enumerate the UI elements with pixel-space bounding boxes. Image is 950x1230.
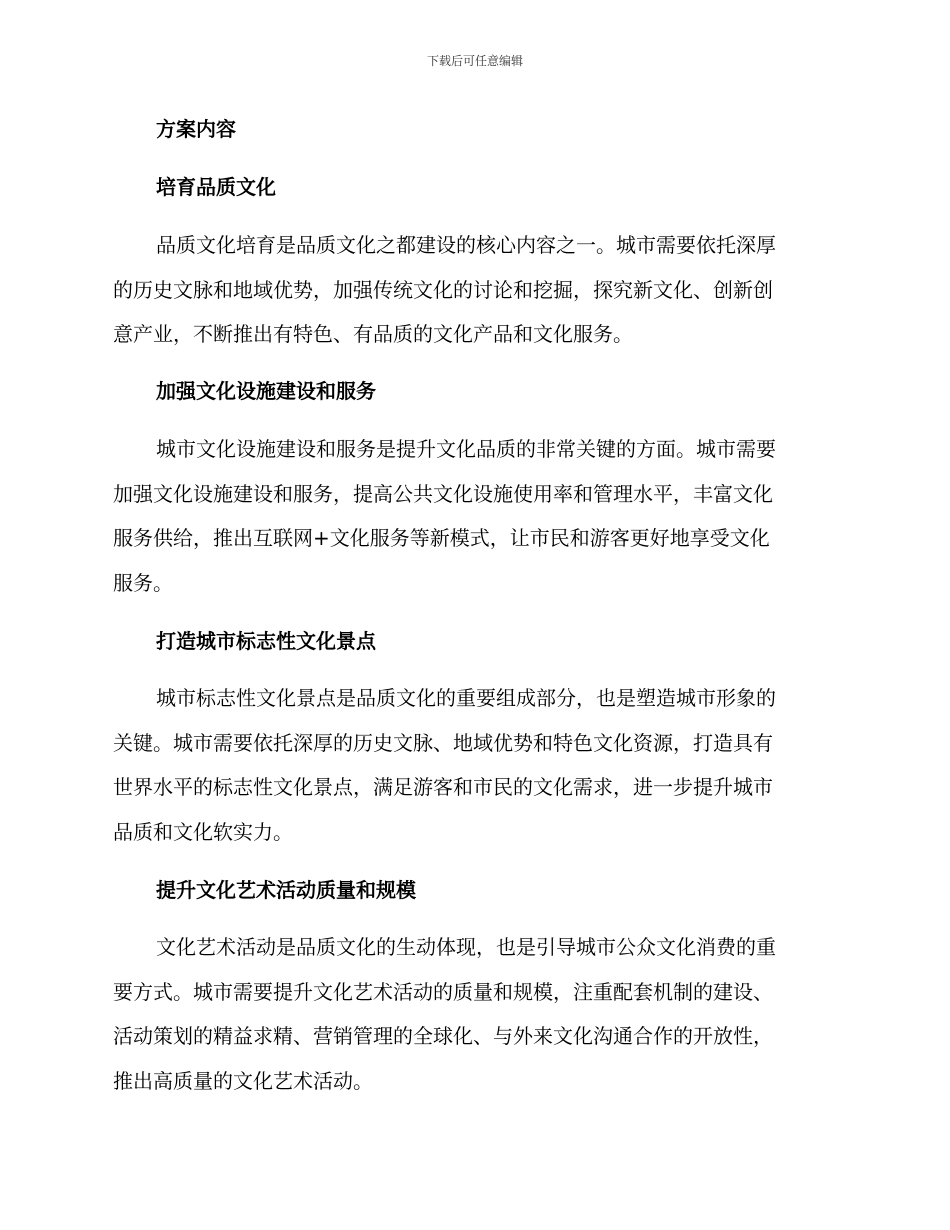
page-header: 下载后可任意编辑	[426, 54, 523, 68]
paragraph-line: 品质文化培育是品质文化之都建设的核心内容之一。城市需要依托深厚	[156, 233, 776, 257]
paragraph-line: 意产业，不断推出有特色、有品质的文化产品和文化服务。	[113, 322, 633, 346]
paragraph-line: 文化艺术活动是品质文化的生动体现，也是引导城市公众文化消费的重	[156, 935, 776, 959]
paragraph-line: 城市标志性文化景点是品质文化的重要组成部分，也是塑造城市形象的	[156, 686, 776, 710]
paragraph-line: 服务供给，推出互联网+文化服务等新模式，让市民和游客更好地享受文化	[113, 526, 770, 550]
paragraph-line: 城市文化设施建设和服务是提升文化品质的非常关键的方面。城市需要	[156, 437, 776, 461]
section-heading-facilities: 加强文化设施建设和服务	[156, 379, 376, 403]
section-heading-landmarks: 打造城市标志性文化景点	[156, 629, 376, 653]
paragraph-line: 推出高质量的文化艺术活动。	[113, 1069, 373, 1093]
section-heading-plan: 方案内容	[156, 117, 236, 141]
paragraph-line: 的历史文脉和地域优势，加强传统文化的讨论和挖掘，探究新文化、创新创	[113, 278, 773, 302]
paragraph-line: 世界水平的标志性文化景点，满足游客和市民的文化需求，进一步提升城市	[113, 775, 773, 799]
paragraph-line: 品质和文化软实力。	[113, 820, 293, 844]
paragraph-line: 加强文化设施建设和服务，提高公共文化设施使用率和管理水平，丰富文化	[113, 482, 773, 506]
section-heading-arts-activities: 提升文化艺术活动质量和规模	[156, 878, 416, 902]
paragraph-line: 关键。城市需要依托深厚的历史文脉、地域优势和特色文化资源，打造具有	[113, 731, 773, 755]
paragraph-line: 服务。	[113, 571, 173, 595]
paragraph-line: 活动策划的精益求精、营销管理的全球化、与外来文化沟通合作的开放性，	[113, 1024, 773, 1048]
paragraph-line: 要方式。城市需要提升文化艺术活动的质量和规模，注重配套机制的建设、	[113, 980, 773, 1004]
section-heading-quality-culture: 培育品质文化	[156, 175, 276, 199]
